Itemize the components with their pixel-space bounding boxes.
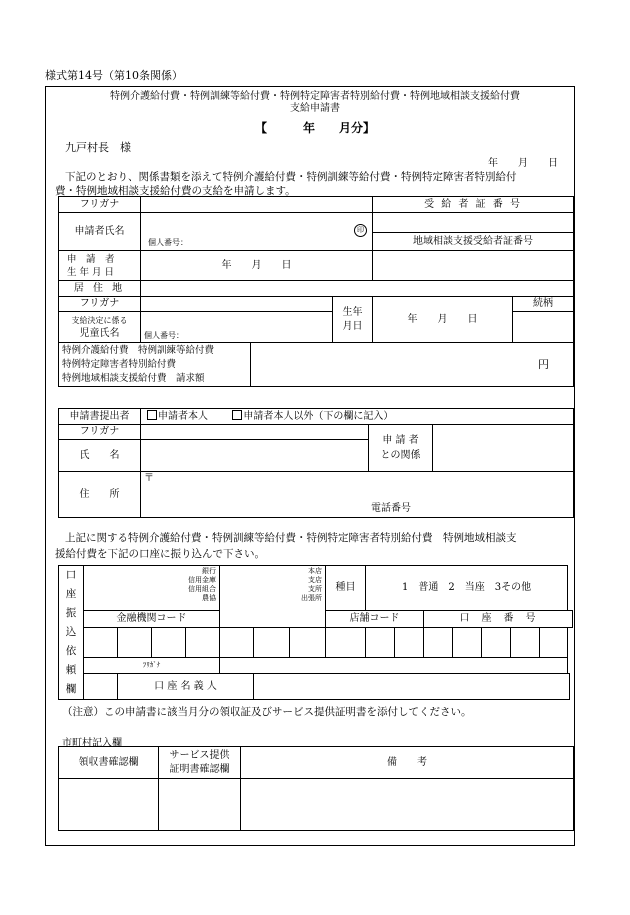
receipt-check-field[interactable] [59, 779, 159, 831]
bank-code-digit-1[interactable] [84, 628, 118, 657]
form-number: 様式第14号（第10条関係） [45, 69, 183, 82]
bank-type-shinkin: 信用金庫 [188, 576, 216, 584]
account-number-label: 口 座 番 号 [424, 610, 573, 628]
account-kind-options[interactable]: 1 普通 2 当座 3その他 [366, 566, 568, 611]
child-furigana-label: フリガナ [59, 297, 141, 312]
child-birth-label-1: 生年 [342, 306, 363, 318]
submitter-options [141, 409, 574, 425]
child-birth-field[interactable]: 年 月 日 [373, 297, 513, 343]
receipt-check-label: 領収書確認欄 [59, 747, 159, 779]
submitter-furigana-field[interactable] [141, 425, 369, 440]
phone-label: 電話番号 [371, 503, 411, 514]
recipient-cert-field[interactable] [373, 213, 574, 233]
applicant-table [58, 196, 574, 387]
account-digit-3[interactable] [395, 628, 424, 657]
branch-type-head: 本店 [308, 567, 323, 575]
billing-period: 【 年 月分】 [255, 121, 376, 135]
other-option-label: 申請者本人以外（下の欄に記入） [243, 411, 394, 422]
service-check-label-2: 証明書確認欄 [169, 763, 230, 775]
yen-unit: 円 [538, 357, 550, 371]
transfer-intro-line1: 上記に関する特例介護給付費・特例訓練等給付費・特例特定障害者特別給付費 特例地域相談支 [65, 532, 517, 544]
self-option-label: 申請者本人 [158, 411, 208, 422]
bank-table [58, 565, 573, 700]
child-birth-label-2: 月日 [342, 320, 363, 332]
bank-code-digit-4[interactable] [186, 628, 220, 657]
form-title-line1: 特例介護給付費・特例訓練等給付費・特例特定障害者特別給付費・特例地域相談支援給付費 [110, 91, 520, 102]
child-name-label [59, 312, 141, 343]
relation-field[interactable] [513, 312, 574, 343]
address-label: 居 住 地 [59, 281, 141, 297]
regional-cert-label: 地域相談支援受給者証番号 [373, 233, 574, 251]
municipal-table [58, 746, 574, 831]
bank-code-digit-3[interactable] [152, 628, 186, 657]
branch-code-digit-2[interactable] [254, 628, 290, 657]
applicant-name-label: 申請者氏名 [59, 213, 141, 251]
account-digit-7[interactable] [511, 628, 540, 657]
postal-mark: 〒 [144, 473, 154, 484]
branch-type-branch: 支店 [308, 576, 323, 584]
transfer-intro-line2: 援給付費を下記の口座に振り込んで下さい。 [55, 548, 265, 560]
service-check-label [159, 747, 241, 779]
child-furigana-field[interactable] [141, 297, 333, 312]
branch-type-office: 出張所 [301, 594, 323, 602]
claim-label-2: 特例特定障害者特別給付費 [62, 358, 177, 370]
submitter-table [58, 408, 574, 518]
submitter-relation-label-1: 申 請 者 [382, 435, 419, 446]
submitter-furigana-label: フリガナ [59, 425, 141, 440]
service-check-label-1: サービス提供 [169, 749, 230, 761]
holder-furigana-field[interactable] [220, 657, 568, 673]
account-digit-2[interactable] [366, 628, 395, 657]
child-birth-label [333, 297, 373, 343]
branch-code-digit-3[interactable] [290, 628, 326, 657]
account-digit-1[interactable] [326, 628, 366, 657]
account-digit-6[interactable] [482, 628, 511, 657]
municipal-section-label: 市町村記入欄 [62, 738, 122, 749]
bank-type-bank: 銀行 [202, 567, 216, 575]
holder-name-field[interactable] [254, 674, 570, 700]
submitter-label: 申請書提出者 [59, 409, 141, 425]
remarks-field[interactable] [241, 779, 574, 831]
remarks-label: 備 考 [241, 747, 574, 779]
child-name-label-2: 児童氏名 [79, 328, 120, 339]
addressee: 九戸村長 様 [65, 141, 131, 154]
applicant-personal-number: 個人番号： [148, 238, 188, 247]
seal-icon: 印 [354, 224, 367, 237]
recipient-cert-label: 受 給 者 証 番 号 [373, 197, 574, 213]
submitter-relation-label [369, 425, 433, 472]
child-name-field[interactable] [141, 312, 333, 343]
branch-code-label: 店舗コード [326, 610, 424, 628]
address-field[interactable] [141, 281, 574, 297]
claim-amount-field[interactable] [251, 343, 574, 387]
applicant-furigana-field[interactable] [141, 197, 373, 213]
submitter-name-field[interactable] [141, 440, 369, 472]
bank-type-nokyo: 農協 [202, 594, 216, 602]
applicant-birth-field[interactable]: 年 月 日 [141, 251, 373, 281]
branch-code-digit-1[interactable] [220, 628, 254, 657]
child-name-label-1: 支給決定に係る [71, 316, 128, 325]
other-checkbox[interactable] [232, 410, 242, 420]
account-digit-8[interactable] [540, 628, 568, 657]
account-digit-4[interactable] [424, 628, 453, 657]
application-date: 年 月 日 [488, 158, 558, 169]
bank-code-digit-2[interactable] [118, 628, 152, 657]
account-digit-5[interactable] [453, 628, 482, 657]
applicant-birth-label [59, 251, 141, 281]
transfer-side-label: 口座振込依頼欄 [59, 566, 84, 700]
self-checkbox[interactable] [147, 410, 157, 420]
claim-label-1: 特例介護給付費 特例訓練等給付費 [62, 344, 215, 356]
relation-label: 続柄 [513, 297, 574, 312]
submitter-address-label: 住 所 [59, 472, 141, 518]
bank-name-field[interactable] [84, 566, 220, 611]
applicant-birth-label-2: 生 年 月 日 [67, 266, 115, 278]
service-check-field[interactable] [159, 779, 241, 831]
applicant-birth-label-1: 申 請 者 [67, 253, 115, 265]
holder-furigana-label: ﾌﾘｶﾞﾅ [84, 657, 220, 673]
attachment-note: （注意）この申請書に該当月分の領収証及びサービス提供証明書を添付してください。 [62, 706, 472, 718]
submitter-address-field[interactable] [141, 472, 574, 518]
branch-name-field[interactable] [220, 566, 326, 628]
account-kind-label: 種目 [326, 566, 366, 611]
holder-name-label: 口 座 名 義 人 [118, 674, 254, 700]
claim-label [59, 343, 251, 387]
applicant-name-field[interactable] [141, 213, 373, 251]
submitter-name-label: 氏 名 [59, 440, 141, 472]
intro-line1: 下記のとおり、関係書類を添えて特例介護給付費・特例訓練等給付費・特例特定障害者特別給付 [65, 171, 517, 183]
applicant-furigana-label: フリガナ [59, 197, 141, 213]
submitter-relation-label-2: との関係 [380, 450, 421, 461]
bank-code-label: 金融機関コード [84, 610, 220, 628]
regional-cert-field[interactable] [373, 251, 574, 281]
child-personal-number: 個人番号： [144, 331, 184, 340]
bank-type-kumiai: 信用組合 [188, 585, 216, 593]
branch-type-shisho: 支所 [308, 585, 323, 593]
form-title-line2: 支給申請書 [290, 103, 340, 114]
submitter-relation-field[interactable] [433, 425, 574, 472]
intro-line2: 費・特例地域相談支援給付費の支給を申請します。 [55, 185, 296, 197]
claim-label-3: 特例地域相談支援給付費 請求額 [62, 372, 205, 384]
